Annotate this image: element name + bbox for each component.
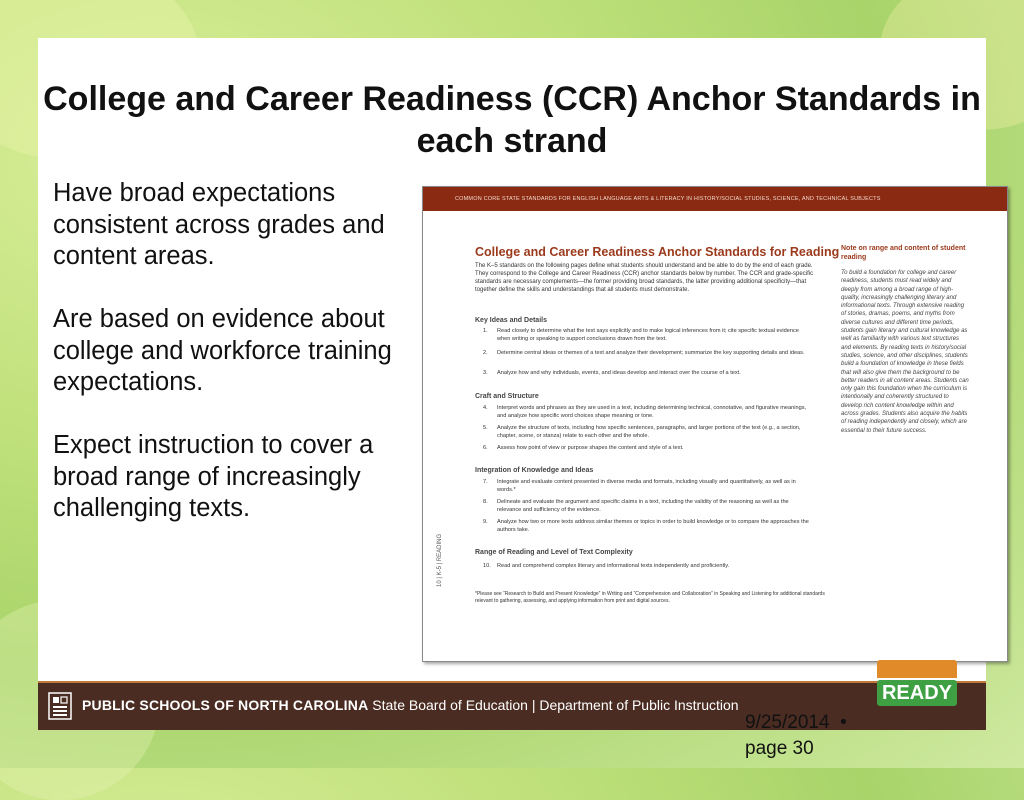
ready-badge <box>877 660 957 716</box>
slide-page-number: page 30 <box>745 738 814 759</box>
item-number: 2. <box>483 350 488 356</box>
item-number: 5. <box>483 425 488 431</box>
item-number: 8. <box>483 499 488 505</box>
item-text: Delineate and evaluate the argument and specific claims in a text, including the validity of the reasoning as well as the relevance and sufficiency of the evidence. <box>497 499 789 513</box>
slide-footnote <box>745 710 847 762</box>
ready-badge-top <box>877 660 957 678</box>
standard-item <box>483 499 813 514</box>
slide-title: College and Career Readiness (CCR) Anchor Standards in each strand <box>43 80 981 160</box>
document-side-label: 10 | K-5 | READING <box>437 533 443 587</box>
bullet-text-3: Expect instruction to cover a broad range of increasingly challenging texts. <box>53 431 374 522</box>
bullet-list <box>53 178 423 556</box>
item-text: Determine central ideas or themes of a text and analyze their development; summarize the key supporting details and ideas. <box>497 350 805 356</box>
section-heading: Craft and Structure <box>475 393 539 400</box>
item-text: Integrate and evaluate content presented in diverse media and formats, including visually and quantitatively, as well as in words.* <box>497 479 796 493</box>
footer-org: PUBLIC SCHOOLS OF NORTH CAROLINA <box>82 697 369 713</box>
bullet-text-1: Have broad expectations consistent across grades and content areas. <box>53 179 385 270</box>
footer-sub: State Board of Education | Department of Public Instruction <box>372 697 739 713</box>
item-number: 9. <box>483 519 488 525</box>
document-header-band <box>423 187 1007 211</box>
section-heading: Integration of Knowledge and Ideas <box>475 467 594 474</box>
standard-item <box>483 425 813 440</box>
section-heading: Range of Reading and Level of Text Complexity <box>475 549 633 556</box>
item-text: Read and comprehend complex literary and informational texts independently and proficiently. <box>497 563 730 569</box>
item-number: 6. <box>483 445 488 451</box>
ready-badge-label: READY <box>877 680 957 706</box>
bullet-text-2: Are based on evidence about college and workforce training expectations. <box>53 305 392 396</box>
item-text: Analyze the structure of texts, including how specific sentences, paragraphs, and larger portions of the text (e.g., a section, chapter, scene, or stanza) relate to each other and the whole. <box>497 425 801 439</box>
section-heading: Key Ideas and Details <box>475 317 547 324</box>
document-footnote: *Please see “Research to Build and Present Knowledge” in Writing and “Comprehension and Collaboration” in Speaking and Listening for additional standards relevant to gathering, assessing, and applying information from print and digital sources. <box>475 591 825 604</box>
standard-item <box>483 445 813 453</box>
note-title: Note on range and content of student reading <box>841 245 966 261</box>
document-title: College and Career Readiness Anchor Standards for Reading <box>475 245 840 259</box>
item-text: Assess how point of view or purpose shapes the content and style of a text. <box>497 445 684 451</box>
note-text: To build a foundation for college and career readiness, students must read widely and deeply from among a broad range of high-quality, increasingly challenging literary and informational texts. Through extensive reading of stories, dramas, poems, and myths from diverse cultures and different time periods, students gain literary and cultural knowledge as well as familiarity with various text structures and elements. By reading texts in history/social studies, science, and other disciplines, students build a foundation of knowledge in these fields that will also give them the background to be better readers in all content areas. Students can only gain this foundation when the curriculum is intentionally and coherently structured to develop rich content knowledge within and across grades. Students also acquire the habits of reading independently and closely, which are essential to their future success. <box>841 270 969 434</box>
document-intro: The K–5 standards on the following pages define what students should understand and be able to do by the end of each grade. They correspond to the College and Career Readiness (CCR) anchor standards below by number. The CCR and grade-specific standards are necessary complements—the former providing broad standards, the latter providing additional specificity—that together define the skills and understandings that all students must demonstrate. <box>475 263 814 293</box>
standard-item <box>483 405 813 420</box>
standard-item <box>483 328 813 343</box>
item-number: 10. <box>483 563 491 569</box>
item-number: 4. <box>483 405 488 411</box>
standard-item <box>483 370 813 378</box>
bullet-separator: • <box>840 712 847 733</box>
item-number: 7. <box>483 479 488 485</box>
item-text: Analyze how two or more texts address similar themes or topics in order to build knowledge or to compare the approaches the authors take. <box>497 519 809 533</box>
slide-date: 9/25/2014 <box>745 712 830 733</box>
item-text: Read closely to determine what the text says explicitly and to make logical inferences from it; cite specific textual evidence when writing or speaking to support conclusions drawn from the text. <box>497 328 799 342</box>
item-number: 3. <box>483 370 488 376</box>
nc-state-logo-icon <box>48 691 72 721</box>
standards-document-image <box>422 186 1008 662</box>
standard-item <box>483 563 813 571</box>
item-text: Analyze how and why individuals, events, and ideas develop and interact over the course of a text. <box>497 370 741 376</box>
standard-item <box>483 479 813 494</box>
footer-text <box>82 697 739 713</box>
document-header-text: COMMON CORE STATE STANDARDS FOR ENGLISH LANGUAGE ARTS & LITERACY IN HISTORY/SOCIAL STUDIES, SCIENCE, AND TECHNICAL SUBJECTS <box>455 196 881 202</box>
item-number: 1. <box>483 328 488 334</box>
item-text: Interpret words and phrases as they are used in a text, including determining technical, connotative, and figurative meanings, and analyze how specific word choices shape meaning or tone. <box>497 405 807 419</box>
standard-item <box>483 350 813 358</box>
standard-item <box>483 519 813 534</box>
